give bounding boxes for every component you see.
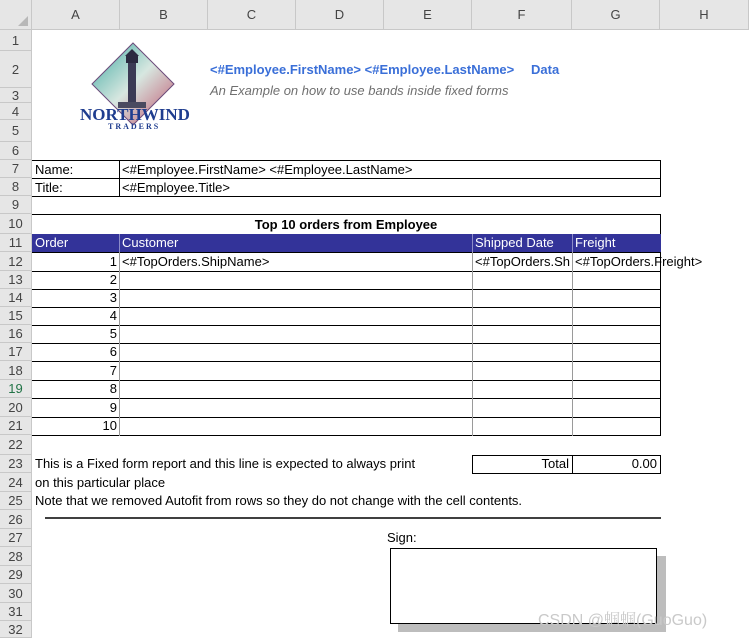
row-header-27[interactable]: 27: [0, 529, 32, 547]
row-header-7[interactable]: 7: [0, 160, 32, 178]
report-subtitle[interactable]: An Example on how to use bands inside fixed forms: [210, 83, 509, 98]
row-header-8[interactable]: 8: [0, 178, 32, 196]
row-header-5[interactable]: 5: [0, 120, 32, 142]
row-header-13[interactable]: 13: [0, 271, 32, 289]
select-all-corner[interactable]: [0, 0, 32, 30]
row-header-18[interactable]: 18: [0, 361, 32, 380]
order-number-cell[interactable]: 10: [102, 418, 117, 433]
row-header-2[interactable]: 2: [0, 51, 32, 88]
report-title-word[interactable]: Data: [531, 62, 560, 77]
row-header-12[interactable]: 12: [0, 252, 32, 271]
order-number-cell[interactable]: 7: [109, 363, 117, 378]
order-number-cell[interactable]: 6: [109, 344, 117, 359]
row-header-23[interactable]: 23: [0, 455, 32, 473]
row-header-10[interactable]: 10: [0, 214, 32, 234]
order-number-cell[interactable]: 8: [109, 381, 117, 396]
row-header-20[interactable]: 20: [0, 398, 32, 417]
column-header-e[interactable]: E: [384, 0, 472, 30]
column-header-b[interactable]: B: [120, 0, 208, 30]
total-value-cell[interactable]: 0.00: [631, 456, 657, 471]
col-header-freight[interactable]: Freight: [575, 235, 616, 250]
column-header-h[interactable]: H: [660, 0, 749, 30]
order-number-cell[interactable]: 2: [109, 272, 117, 287]
order-number-cell[interactable]: 4: [109, 308, 117, 323]
shipped-date-cell[interactable]: <#TopOrders.Sh: [475, 254, 571, 269]
logo-subtitle: TRADERS: [108, 122, 161, 131]
row-header-25[interactable]: 25: [0, 492, 32, 510]
freight-cell[interactable]: <#TopOrders.Freight>: [575, 254, 703, 269]
total-label[interactable]: Total: [541, 456, 569, 471]
orders-caption[interactable]: Top 10 orders from Employee: [254, 217, 438, 232]
row-header-29[interactable]: 29: [0, 566, 32, 584]
col-header-order[interactable]: Order: [35, 235, 69, 250]
footer-divider: [45, 517, 661, 519]
title-label: Title:: [35, 180, 63, 195]
column-header-d[interactable]: D: [296, 0, 384, 30]
row-header-9[interactable]: 9: [0, 196, 32, 214]
order-number-cell[interactable]: 9: [109, 400, 117, 415]
row-header-32[interactable]: 32: [0, 621, 32, 638]
footer-line-1[interactable]: This is a Fixed form report and this line is expected to always print: [35, 456, 416, 471]
name-value-cell[interactable]: <#Employee.FirstName> <#Employee.LastName>: [122, 162, 413, 177]
logo-name: NORTHWIND: [80, 105, 190, 124]
row-header-30[interactable]: 30: [0, 584, 32, 603]
row-header-11[interactable]: 11: [0, 234, 32, 252]
name-label: Name:: [35, 162, 74, 177]
col-header-shipped-date[interactable]: Shipped Date: [475, 235, 554, 250]
row-header-31[interactable]: 31: [0, 603, 32, 621]
footer-line-2[interactable]: on this particular place: [35, 475, 166, 490]
watermark: CSDN @蝈蝈(GuoGuo): [538, 612, 708, 629]
column-header-a[interactable]: A: [32, 0, 120, 30]
order-number-cell[interactable]: 1: [109, 254, 117, 269]
row-header-24[interactable]: 24: [0, 473, 32, 492]
footer-line-3[interactable]: Note that we removed Autofit from rows so they do not change with the cell contents.: [35, 493, 523, 508]
column-header-f[interactable]: F: [472, 0, 572, 30]
row-header-21[interactable]: 21: [0, 417, 32, 435]
report-title-fields[interactable]: <#Employee.FirstName> <#Employee.LastName>: [210, 62, 515, 77]
row-header-3[interactable]: 3: [0, 88, 32, 103]
row-header-17[interactable]: 17: [0, 343, 32, 361]
row-header-16[interactable]: 16: [0, 325, 32, 343]
col-header-customer[interactable]: Customer: [122, 235, 179, 250]
row-header-26[interactable]: 26: [0, 510, 32, 529]
order-number-cell[interactable]: 3: [109, 290, 117, 305]
row-header-4[interactable]: 4: [0, 103, 32, 120]
sign-label: Sign:: [387, 530, 417, 545]
column-header-c[interactable]: C: [208, 0, 296, 30]
row-header-14[interactable]: 14: [0, 289, 32, 307]
row-header-28[interactable]: 28: [0, 547, 32, 566]
title-value-cell[interactable]: <#Employee.Title>: [122, 180, 230, 195]
row-header-1[interactable]: 1: [0, 30, 32, 51]
row-header-22[interactable]: 22: [0, 435, 32, 455]
row-header-19[interactable]: 19: [0, 380, 32, 398]
column-header-g[interactable]: G: [572, 0, 660, 30]
row-header-15[interactable]: 15: [0, 307, 32, 325]
ship-name-cell[interactable]: <#TopOrders.ShipName>: [122, 254, 270, 269]
order-number-cell[interactable]: 5: [109, 326, 117, 341]
row-header-6[interactable]: 6: [0, 142, 32, 160]
